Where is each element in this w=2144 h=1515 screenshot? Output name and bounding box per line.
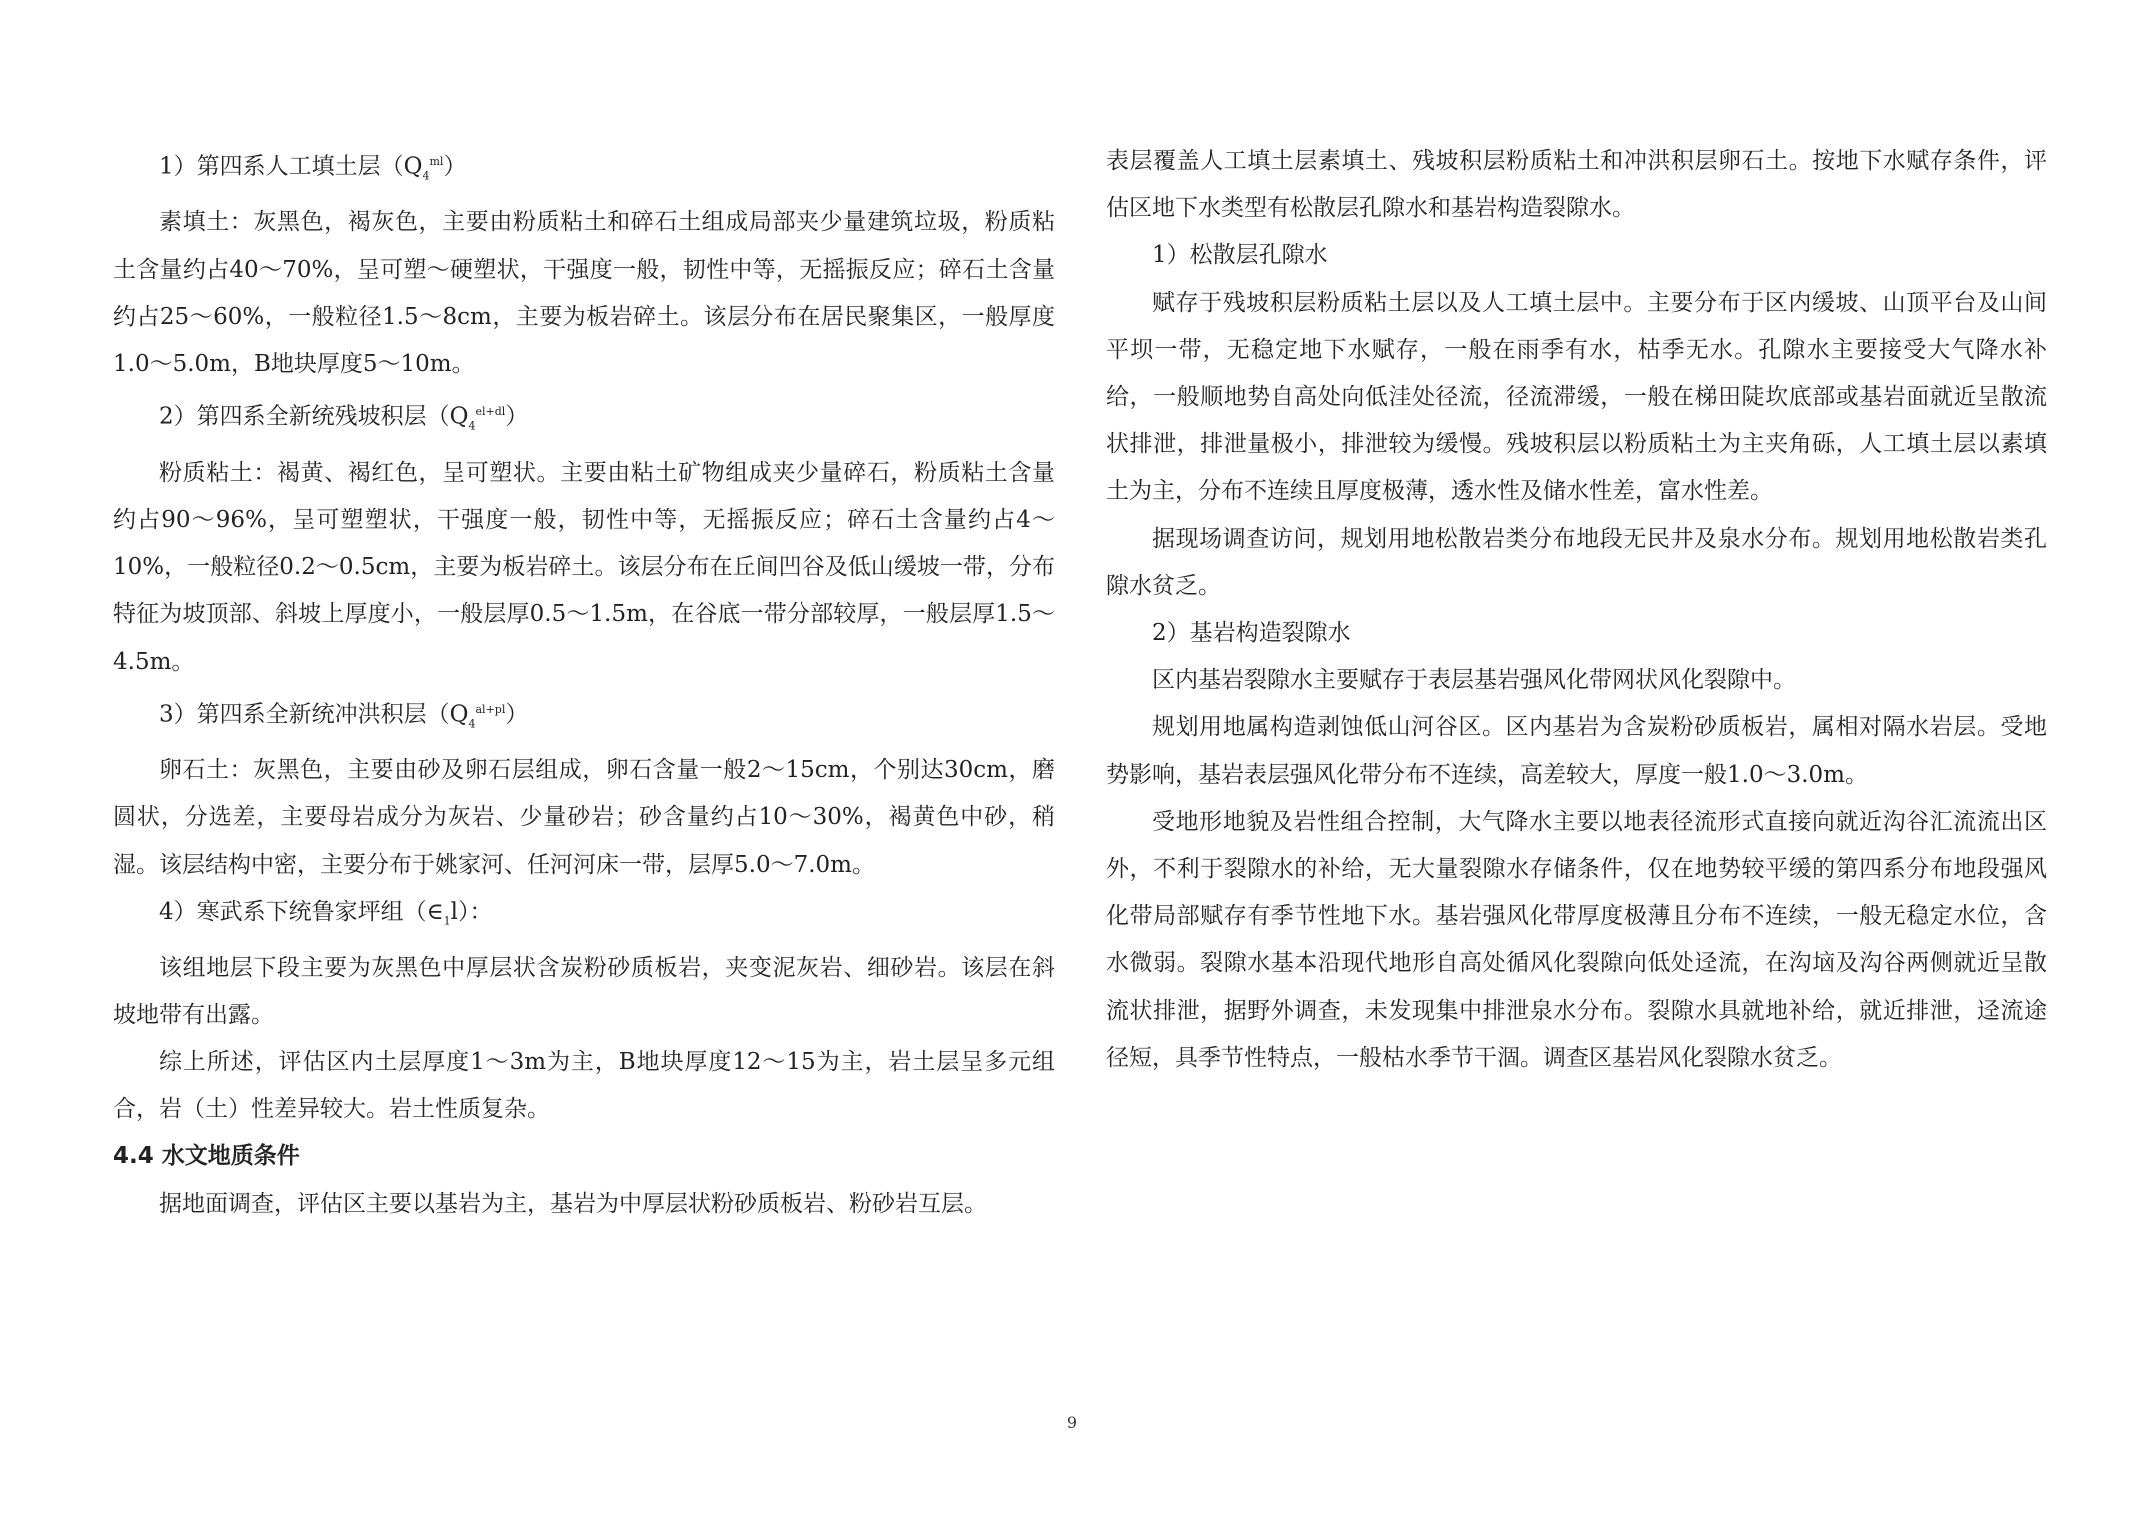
section-title-2: 2）第四系全新统残坡积层$(Q_4^{el+dl})$ [159, 403, 529, 433]
paragraph: 受地形地貌及岩性组合控制，大气降水主要以地表径流形式直接向就近沟谷汇流流出区外，不利于裂隙水的补给，无大量裂隙水存储条件，仅在地势较平缓的第四系分布地段强风化带局部赋存有季节性地下水。基岩强风化带厚度极薄且分布不连续，一般无稳定水位，含水微弱。裂隙水基本沿现代地形自高处循风化裂隙向低处迳流，在沟垴及沟谷两侧就近呈散流状排泄，据野外调查，未发现集中排泄泉水分布。裂隙水具就地补给，就近排泄，迳流途径短，具季节性特点，一般枯水季节干涸。调查区基岩风化裂隙水贫乏。 [1106, 808, 2047, 1071]
paragraph: 区内基岩裂隙水主要赋存于表层基岩强风化带网状风化裂隙中。 [1152, 667, 1796, 694]
paragraph: 卵石土：灰黑色，主要由砂及卵石层组成，卵石含量一般2～15cm，个别达30cm，磨圆状，分选差，主要母岩成分为灰岩、少量砂岩；砂含量约占10～30%，褐黄色中砂，稍湿。该层结构中密，主要分布于姚家河、任河河床一带，层厚5.0～7.0m。 [113, 757, 1055, 878]
paragraph: 素填土：灰黑色，褐灰色，主要由粉质粘土和碎石土组成局部夹少量建筑垃圾，粉质粘土含量约占40～70%，呈可塑～硬塑状，干强度一般，韧性中等，无摇振反应；碎石土含量约占25～60%，一般粒径1.5～8cm，主要为板岩碎土。该层分布在居民聚集区，一般厚度1.0～5.0m，B地块厚度5～10m。 [113, 209, 1055, 378]
paragraph: 据地面调查，评估区主要以基岩为主，基岩为中厚层状粉砂质板岩、粉砂岩互层。 [159, 1190, 987, 1217]
subsection-title: 1）松散层孔隙水 [1152, 242, 1328, 269]
section-heading: 4.4 水文地质条件 [113, 1143, 300, 1170]
page-number: 9 [1066, 1413, 1078, 1432]
paragraph: 综上所述，评估区内土层厚度1～3m为主，B地块厚度12～15为主，岩土层呈多元组合，岩（土）性差异较大。岩土性质复杂。 [113, 1049, 1055, 1123]
left-column [113, 138, 1055, 1228]
paragraph: 赋存于残坡积层粉质粘土层以及人工填土层中。主要分布于区内缓坡、山顶平台及山间平坝一带，无稳定地下水赋存，一般在雨季有水，枯季无水。孔隙水主要接受大气降水补给，一般顺地势自高处向低洼处径流，径流滞缓，一般在梯田陡坎底部或基岩面就近呈散流状排泄，排泄量极小，排泄较为缓慢。残坡积层以粉质粘土为主夹角砾，人工填土层以素填土为主，分布不连续且厚度极薄，透水性及储水性差，富水性差。 [1106, 289, 2047, 505]
paragraph: 据现场调查访问，规划用地松散岩类分布地段无民井及泉水分布。规划用地松散岩类孔隙水贫乏。 [1106, 525, 2047, 599]
paragraph: 表层覆盖人工填土层素填土、残坡积层粉质粘土和冲洪积层卵石土。按地下水赋存条件，评估区地下水类型有松散层孔隙水和基岩构造裂隙水。 [1106, 148, 2047, 222]
section-title-4: 4）寒武系下统鲁家坪组$(\in_1l)$： [159, 898, 493, 928]
paragraph: 规划用地属构造剥蚀低山河谷区。区内基岩为含炭粉砂质板岩，属相对隔水岩层。受地势影响，基岩表层强风化带分布不连续，高差较大，厚度一般1.0～3.0m。 [1106, 714, 2047, 788]
right-column [1106, 138, 2047, 1082]
paragraph: 粉质粘土：褐黄、褐红色，呈可塑状。主要由粘土矿物组成夹少量碎石，粉质粘土含量约占90～96%，呈可塑塑状，干强度一般，韧性中等，无摇振反应；碎石土含量约占4～10%，一般粒径0.2～0.5cm，主要为板岩碎土。该层分布在丘间凹谷及低山缓坡一带，分布特征为坡顶部、斜坡上厚度小，一般层厚0.5～1.5m，在谷底一带分部较厚，一般层厚1.5～4.5m。 [113, 459, 1055, 675]
paragraph: 该组地层下段主要为灰黑色中厚层状含炭粉砂质板岩，夹变泥灰岩、细砂岩。该层在斜坡地带有出露。 [113, 954, 1055, 1028]
section-title-3: 3）第四系全新统冲洪积层$(Q_4^{al+pl})$ [159, 701, 529, 730]
subsection-title: 2）基岩构造裂隙水 [1152, 620, 1351, 647]
section-title-1: 1）第四系人工填土层$(Q_4^{ml})$ [159, 153, 467, 183]
